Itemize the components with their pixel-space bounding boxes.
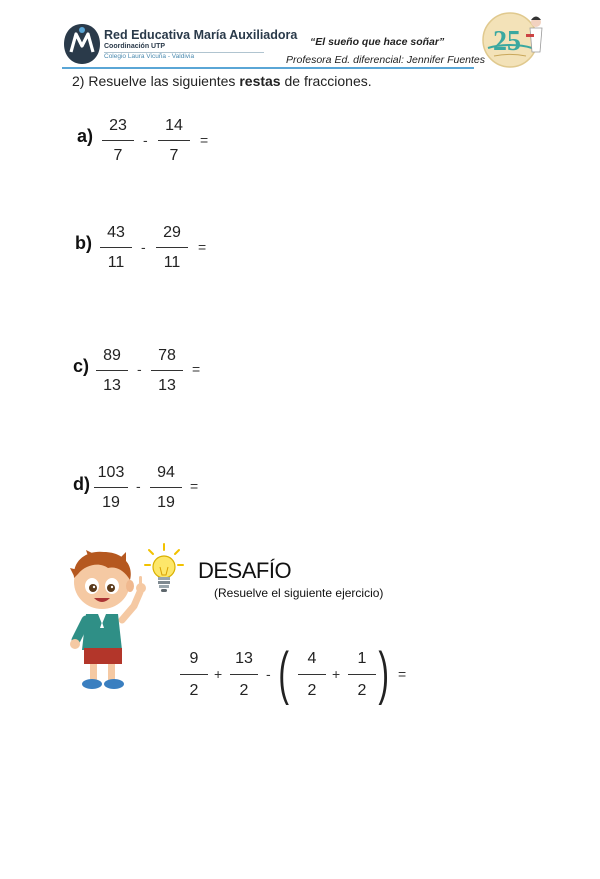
fraction-subtrahend [156,115,192,167]
fraction-bar [156,247,188,248]
challenge-fraction-1 [176,648,212,702]
instruction-before: Resuelve las siguientes [88,73,236,89]
challenge-fraction-3 [294,648,330,702]
denominator: 7 [113,147,123,165]
fraction-subtrahend [148,462,184,514]
fraction-minuend [92,462,130,514]
equals-sign: = [198,239,207,255]
numerator: 89 [103,347,121,364]
motto-text: “El sueño que hace soñar” [310,36,445,48]
instruction-bold: restas [239,73,281,89]
instruction-after: de fracciones. [284,73,372,89]
fraction-bar [348,674,376,675]
numerator: 9 [189,650,199,667]
fraction-bar [100,247,132,248]
org-school: Colegio Laura Vicuña - Valdivia [104,53,195,60]
plus-sign: + [214,666,223,682]
challenge-fraction-2 [226,648,262,702]
fraction-bar [158,140,190,141]
numerator: 43 [107,224,125,241]
plus-sign: + [332,666,341,682]
numerator: 23 [109,117,127,134]
numerator: 1 [357,650,367,667]
network-logo-icon [62,22,102,66]
instruction-text [72,73,372,89]
numerator: 14 [165,117,183,134]
anniversary-logo-icon [480,8,552,70]
equals-sign: = [192,361,201,377]
org-subtitle: Coordinación UTP [104,43,166,50]
minus-sign: - [266,666,271,682]
minus-sign: - [143,132,148,148]
denominator: 11 [163,254,181,272]
exercise-label: a) [77,126,94,146]
challenge-subtitle: (Resuelve el siguiente ejercicio) [214,586,384,600]
minus-sign: - [137,361,142,377]
boy-pointing-illustration [64,548,154,694]
minus-sign: - [136,478,141,494]
exercise-label: d) [73,474,90,494]
numerator: 78 [158,347,176,364]
minus-sign: - [141,239,146,255]
numerator: 4 [307,650,317,667]
numerator: 29 [163,224,181,241]
numerator: 94 [157,464,175,481]
numerator: 103 [97,464,125,481]
fraction-subtrahend [154,222,190,274]
open-parenthesis: ( [278,641,289,706]
denominator: 13 [158,377,176,395]
fraction-bar [180,674,208,675]
fraction-minuend [94,345,130,397]
teacher-name: Profesora Ed. diferencial: Jennifer Fuentes [286,54,486,66]
fraction-bar [230,674,258,675]
challenge-fraction-4 [344,648,380,702]
denominator: 7 [169,147,179,165]
denominator: 2 [307,682,317,700]
denominator: 11 [107,254,125,272]
fraction-bar [298,674,326,675]
anniversary-number: 25 [493,26,521,57]
denominator: 2 [357,682,367,700]
fraction-bar [151,370,183,371]
fraction-bar [96,370,128,371]
exercise-label: b) [75,233,92,253]
denominator: 2 [239,682,249,700]
fraction-bar [150,487,182,488]
header-rule [62,67,474,69]
fraction-minuend [98,222,134,274]
denominator: 19 [157,494,175,512]
fraction-bar [94,487,128,488]
equals-sign: = [200,132,209,148]
denominator: 13 [103,377,121,395]
numerator: 13 [235,650,253,667]
equals-sign: = [190,478,199,494]
instruction-number: 2) [72,73,85,89]
denominator: 19 [102,494,120,512]
challenge-title: DESAFÍO [198,558,292,583]
denominator: 2 [189,682,199,700]
close-parenthesis: ) [378,641,389,706]
org-title: Red Educativa María Auxiliadora [104,28,298,42]
exercise-label: c) [73,356,90,376]
equals-sign: = [398,666,407,682]
fraction-bar [102,140,134,141]
fraction-minuend [100,115,136,167]
fraction-subtrahend [149,345,185,397]
